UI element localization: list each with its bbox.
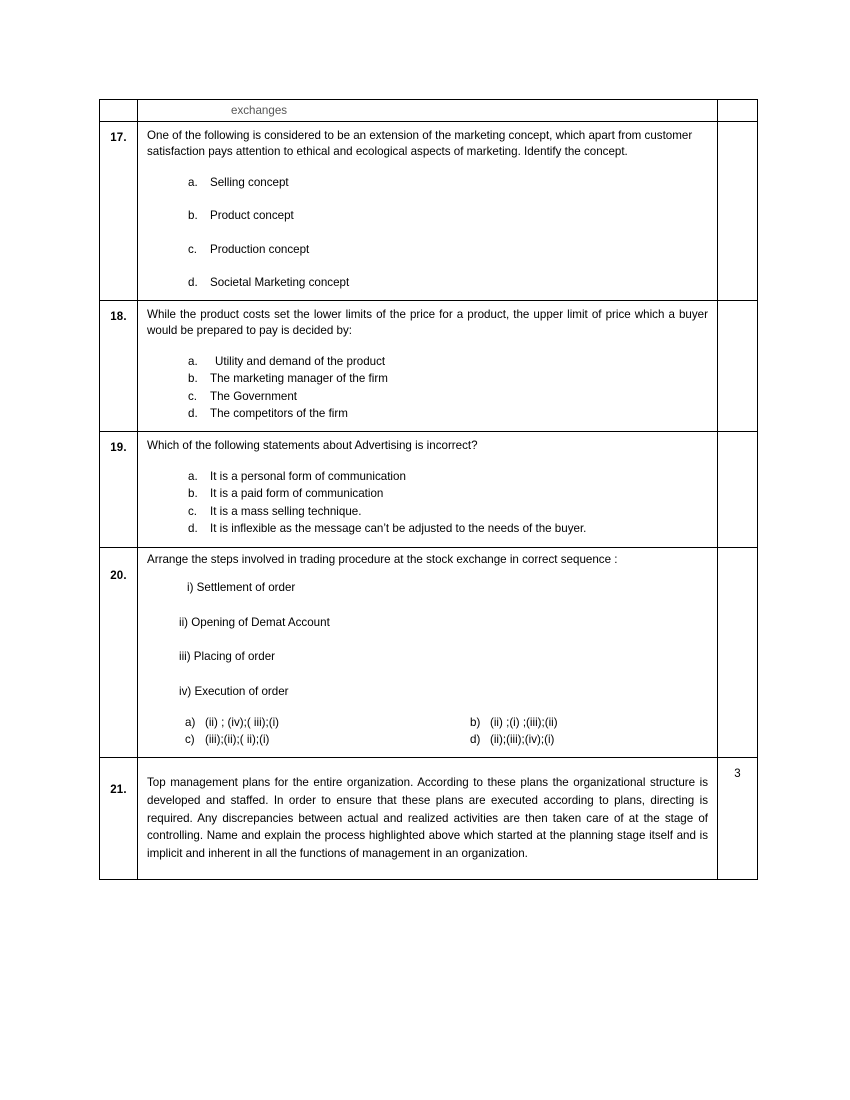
option-item[interactable] xyxy=(188,389,708,405)
question-number-20: 20. xyxy=(110,569,127,582)
choice-item[interactable] xyxy=(470,714,708,731)
option-label: b. xyxy=(188,209,198,223)
choice-text: (iii);(ii);( ii);(i) xyxy=(205,733,270,747)
continuation-marks-cell xyxy=(718,100,758,122)
option-item[interactable] xyxy=(188,406,708,422)
option-list-19 xyxy=(147,469,708,538)
marks-19 xyxy=(718,432,757,442)
marks-20 xyxy=(718,548,757,558)
question-body-17 xyxy=(138,122,717,300)
option-text: Production concept xyxy=(210,242,310,256)
option-text: Societal Marketing concept xyxy=(210,276,350,290)
question-body-cell-20 xyxy=(138,547,718,757)
option-text: It is a personal form of communication xyxy=(210,469,406,483)
step-list-20 xyxy=(147,580,708,700)
choice-label: b) xyxy=(470,715,481,729)
option-item[interactable] xyxy=(188,175,708,191)
option-label: d. xyxy=(188,522,198,536)
step-item: iv) Execution of order xyxy=(179,684,289,698)
option-label: b. xyxy=(188,372,198,386)
choice-text: (ii) ;(i) ;(iii);(ii) xyxy=(490,715,558,729)
option-text: It is a mass selling technique. xyxy=(210,504,362,518)
marks-cell-21 xyxy=(718,757,758,879)
table-row xyxy=(100,757,758,879)
marks-21: 3 xyxy=(734,767,741,780)
choice-item[interactable] xyxy=(185,714,470,731)
table-row xyxy=(100,547,758,757)
option-text: It is a paid form of communication xyxy=(210,487,384,501)
option-item[interactable] xyxy=(188,469,708,485)
option-text: The marketing manager of the firm xyxy=(210,372,388,386)
question-body-cell-19 xyxy=(138,432,718,547)
option-text: The competitors of the firm xyxy=(210,406,348,420)
marks-cell-20 xyxy=(718,547,758,757)
continuation-number-cell xyxy=(100,100,138,122)
marks-cell-18 xyxy=(718,300,758,432)
option-label: d. xyxy=(188,276,198,290)
question-body-20 xyxy=(138,548,717,757)
question-stem-21: Top management plans for the entire organization. According to these plans the organizational structure is developed and staffed. In order to ensure that these plans are executed according to plans, directing is required. Any discrepancies between actual and realized activities are then taken care of at the stage of controlling. Name and explain the process highlighted above which started at the planning stage itself and is implicit and inherent in all the functions of management in an organization. xyxy=(147,776,708,860)
option-text: Selling concept xyxy=(210,175,289,189)
choice-grid-20 xyxy=(147,714,708,749)
question-stem-17: One of the following is considered to be an extension of the marketing concept, which apart from customer satisfaction pays attention to ethical and ecological aspects of marketing. Identify the concept. xyxy=(147,129,693,159)
question-number-cell-19 xyxy=(100,432,138,547)
option-label: c. xyxy=(188,389,198,403)
option-item[interactable] xyxy=(188,486,708,502)
table-row-continuation xyxy=(100,100,758,122)
question-body-21 xyxy=(138,758,717,879)
step-item: iii) Placing of order xyxy=(179,650,276,664)
option-list-18 xyxy=(147,354,708,423)
question-number-cell-17 xyxy=(100,122,138,301)
question-number-cell-21 xyxy=(100,757,138,879)
option-label: c. xyxy=(188,504,198,518)
question-stem-19: Which of the following statements about Advertising is incorrect? xyxy=(147,439,478,453)
option-item[interactable] xyxy=(188,521,708,537)
option-list-17 xyxy=(147,175,708,292)
option-item[interactable] xyxy=(188,275,708,291)
option-item[interactable] xyxy=(188,371,708,387)
option-label: d. xyxy=(188,406,198,420)
choice-label: c) xyxy=(185,733,195,747)
choice-label: d) xyxy=(470,733,481,747)
continuation-body-cell xyxy=(138,100,718,122)
question-number-19: 19. xyxy=(110,442,127,455)
question-number-cell-20 xyxy=(100,547,138,757)
question-body-cell-18 xyxy=(138,300,718,432)
question-number-18: 18. xyxy=(110,310,127,323)
marks-17 xyxy=(718,122,757,132)
questions-table xyxy=(99,99,758,880)
choice-row xyxy=(185,731,708,748)
continuation-text: exchanges xyxy=(231,104,288,117)
option-text: Product concept xyxy=(210,209,294,223)
table-row xyxy=(100,122,758,301)
question-stem-18: While the product costs set the lower limits of the price for a product, the upper limit of price which a buyer would be prepared to pay is decided by: xyxy=(147,307,708,338)
marks-18 xyxy=(718,301,757,311)
option-text: The Government xyxy=(210,389,297,403)
option-item[interactable] xyxy=(188,208,708,224)
option-item[interactable] xyxy=(188,354,708,370)
option-item[interactable] xyxy=(188,504,708,520)
question-body-cell-17 xyxy=(138,122,718,301)
table-row xyxy=(100,432,758,547)
question-number-17: 17. xyxy=(110,132,127,144)
choice-label: a) xyxy=(185,715,196,729)
choice-item[interactable] xyxy=(185,731,470,748)
option-text: Utility and demand of the product xyxy=(215,354,386,368)
choice-text: (ii);(iii);(iv);(i) xyxy=(490,733,555,747)
step-item: i) Settlement of order xyxy=(187,581,296,595)
option-label: c. xyxy=(188,242,198,256)
marks-cell-19 xyxy=(718,432,758,547)
question-body-cell-21 xyxy=(138,757,718,879)
question-number-21: 21. xyxy=(110,783,127,796)
step-item: ii) Opening of Demat Account xyxy=(179,615,330,629)
question-body-19 xyxy=(138,432,717,546)
marks-cell-17 xyxy=(718,122,758,301)
option-label: a. xyxy=(188,354,198,368)
question-stem-20: Arrange the steps involved in trading procedure at the stock exchange in correct sequence : xyxy=(147,552,618,566)
choice-item[interactable] xyxy=(470,731,708,748)
option-text: It is inflexible as the message can’t be adjusted to the needs of the buyer. xyxy=(210,522,587,536)
option-item[interactable] xyxy=(188,242,708,258)
continuation-number xyxy=(100,100,137,110)
option-label: b. xyxy=(188,487,198,501)
question-number-cell-18 xyxy=(100,300,138,432)
choice-row xyxy=(185,714,708,731)
option-label: a. xyxy=(188,469,198,483)
question-body-18 xyxy=(138,301,717,432)
table-row xyxy=(100,300,758,432)
option-label: a. xyxy=(188,175,198,189)
choice-text: (ii) ; (iv);( iii);(i) xyxy=(205,715,280,729)
